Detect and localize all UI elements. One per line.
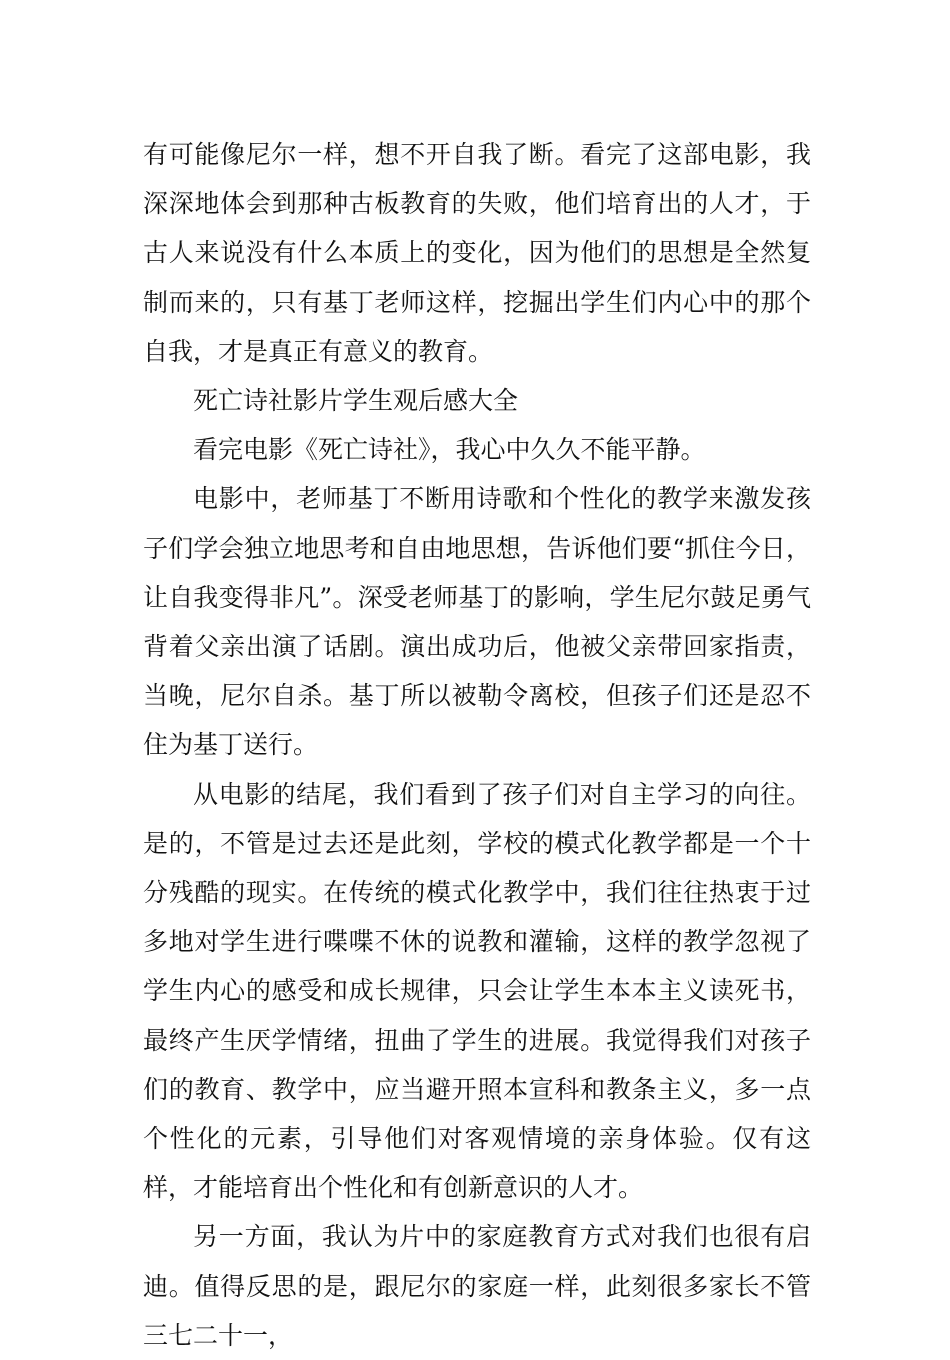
section-title: 死亡诗社影片学生观后感大全 bbox=[193, 386, 519, 416]
paragraph-family: 另一方面，我认为片中的家庭教育方式对我们也很有启迪。值得反思的是，跟尼尔的家庭一样，此刻很多家长不管三七二十一， bbox=[143, 1222, 811, 1350]
document-body bbox=[143, 130, 811, 1360]
paragraph-continuation: 有可能像尼尔一样，想不开自我了断。看完了这部电影，我深深地体会到那种古板教育的失败，他们培育出的人才，于古人来说没有什么本质上的变化，因为他们的思想是全然复制而来的，只有基丁老师这样，挖掘出学生们内心中的那个自我，才是真正有意义的教育。 bbox=[143, 140, 811, 366]
paragraph-intro: 看完电影《死亡诗社》，我心中久久不能平静。 bbox=[193, 435, 706, 465]
paragraph-reflection: 从电影的结尾，我们看到了孩子们对自主学习的向往。是的，不管是过去还是此刻，学校的模式化教学都是一个十分残酷的现实。在传统的模式化教学中，我们往往热衷于过多地对学生进行喋喋不休的说教和灌输，这样的教学忽视了学生内心的感受和成长规律，只会让学生本本主义读死书，最终产生厌学情绪，扭曲了学生的进展。我觉得我们对孩子们的教育、教学中，应当避开照本宣科和教条主义，多一点个性化的元素，引导他们对客观情境的亲身体验。仅有这样，才能培育出个性化和有创新意识的人才。 bbox=[143, 779, 811, 1203]
paragraph-story: 电影中，老师基丁不断用诗歌和个性化的教学来激发孩子们学会独立地思考和自由地思想，告诉他们要“抓住今日，让自我变得非凡”。深受老师基丁的影响，学生尼尔鼓足勇气背着父亲出演了话剧。演出成功后，他被父亲带回家指责，当晚，尼尔自杀。基丁所以被勒令离校，但孩子们还是忍不住为基丁送行。 bbox=[143, 484, 811, 760]
